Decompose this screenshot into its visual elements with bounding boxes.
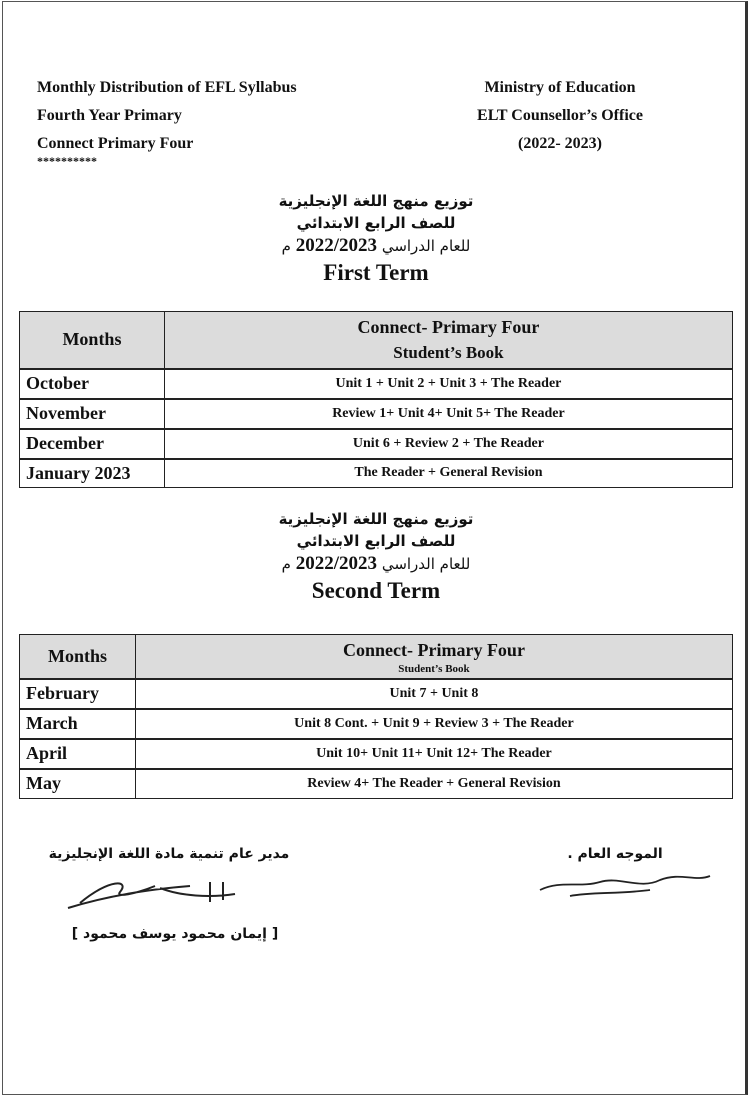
right-signature-scribble <box>530 860 720 905</box>
table-row <box>20 739 733 769</box>
term-title: First Term <box>323 260 429 285</box>
office-label: ELT Counsellor’s Office <box>477 107 643 124</box>
units-cell: Unit 10+ Unit 11+ Unit 12+ The Reader <box>135 739 732 769</box>
month-cell: December <box>20 429 165 459</box>
academic-year: 2022/2023 <box>295 553 378 574</box>
term-title: Second Term <box>311 578 441 603</box>
year-label: (2022- 2023) <box>518 135 602 152</box>
second-term-table <box>19 634 733 799</box>
month-cell: January 2023 <box>20 459 165 488</box>
month-cell: April <box>20 739 136 769</box>
month-cell: February <box>20 679 136 709</box>
ar-grade-line: للصف الرابع الابتدائي <box>296 532 456 550</box>
month-cell: October <box>20 369 165 399</box>
units-cell: Unit 7 + Unit 8 <box>135 679 732 709</box>
book-header <box>135 635 732 679</box>
ar-year-suffix: م <box>281 237 291 255</box>
ar-grade-line: للصف الرابع الابتدائي <box>296 214 456 232</box>
units-cell: Unit 1 + Unit 2 + Unit 3 + The Reader <box>164 369 732 399</box>
months-header: Months <box>20 635 136 679</box>
table-row <box>20 679 733 709</box>
ar-syllabus-line: توزيع منهج اللغة الإنجليزية <box>278 510 474 528</box>
grade-label: Fourth Year Primary <box>37 107 182 124</box>
table-row <box>20 399 733 429</box>
book-title: Connect- Primary Four <box>342 640 525 661</box>
header-right <box>440 74 680 158</box>
book-label: Connect Primary Four <box>37 135 194 152</box>
ar-year-line <box>0 552 752 576</box>
book-title: Connect- Primary Four <box>357 316 540 337</box>
table-row <box>20 429 733 459</box>
second-term-heading <box>0 508 752 606</box>
units-cell: Review 1+ Unit 4+ Unit 5+ The Reader <box>164 399 732 429</box>
right-signer-title: الموجه العام . <box>567 846 663 862</box>
ar-syllabus-line: توزيع منهج اللغة الإنجليزية <box>278 192 474 210</box>
first-term-table <box>19 311 733 488</box>
units-cell: Unit 8 Cont. + Unit 9 + Review 3 + The Reader <box>135 709 732 739</box>
header-left <box>37 74 297 158</box>
ar-year-prefix: للعام الدراسي <box>381 555 471 573</box>
table-row <box>20 709 733 739</box>
table-row <box>20 769 733 799</box>
left-signer-title: مدير عام تنمية مادة اللغة الإنجليزية <box>48 846 290 862</box>
units-cell: Unit 6 + Review 2 + The Reader <box>164 429 732 459</box>
table-header-row <box>20 312 733 369</box>
units-cell: The Reader + General Revision <box>164 459 732 488</box>
left-signature-scribble <box>60 868 260 918</box>
ar-year-line <box>0 234 752 258</box>
first-term-heading <box>0 190 752 288</box>
month-cell: March <box>20 709 136 739</box>
month-cell: May <box>20 769 136 799</box>
academic-year: 2022/2023 <box>295 235 378 256</box>
left-signer-name: [ إيمان محمود يوسف محمود ] <box>71 926 279 942</box>
units-cell: Review 4+ The Reader + General Revision <box>135 769 732 799</box>
months-header: Months <box>20 312 165 369</box>
ar-year-prefix: للعام الدراسي <box>381 237 471 255</box>
month-cell: November <box>20 399 165 429</box>
book-subtitle: Student’s Book <box>398 663 470 676</box>
book-subtitle: Student’s Book <box>393 342 504 362</box>
ministry-label: Ministry of Education <box>484 79 636 96</box>
stars-divider: ********** <box>37 154 97 168</box>
table-header-row <box>20 635 733 679</box>
table-row <box>20 369 733 399</box>
syllabus-title: Monthly Distribution of EFL Syllabus <box>37 79 297 96</box>
ar-year-suffix: م <box>281 555 291 573</box>
book-header <box>164 312 732 369</box>
table-row <box>20 459 733 488</box>
